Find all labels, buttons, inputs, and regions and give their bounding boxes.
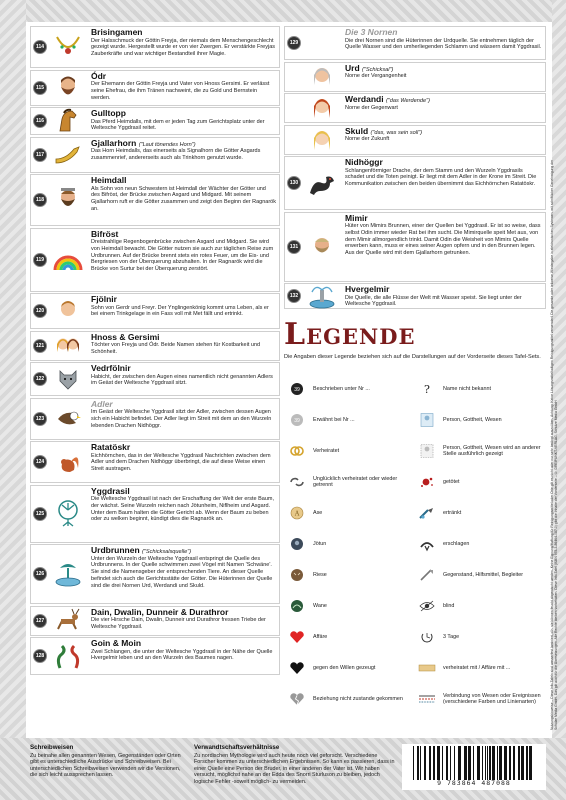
- entry-number-badge: 114: [33, 40, 47, 54]
- legend-title: Legende: [284, 317, 416, 352]
- entry-description: Norne der Gegenwart: [345, 104, 398, 111]
- entry-title: [345, 95, 542, 105]
- entry-number-badge: 119: [33, 253, 47, 267]
- entry-card: [30, 637, 280, 675]
- entry-description: Die vier Hirsche Dain, Dwalin, Dunneir und Durathror fressen Triebe der Weltesche Yggdrasil.: [91, 617, 266, 630]
- blood-splatter-icon: [418, 475, 436, 489]
- entry-title-text: Gjallarhorn: [91, 137, 137, 148]
- entries-right-column: [284, 26, 546, 311]
- entry-title: [91, 364, 276, 374]
- legend-label: Beschrieben unter Nr ...: [313, 385, 370, 392]
- kinship-note: [194, 744, 396, 786]
- entry-card: [30, 137, 280, 173]
- entry-card: [30, 228, 280, 292]
- entry-number-badge: 121: [33, 339, 47, 353]
- eye-icon: [418, 599, 436, 613]
- mimir-icon: [305, 232, 339, 262]
- svg-text:39: 39: [294, 387, 300, 393]
- three-days-icon: [418, 630, 436, 644]
- legend-item: [418, 537, 544, 551]
- entry-title: [91, 487, 276, 497]
- entry-title-text: Mimir: [345, 212, 368, 223]
- heart-icon: [288, 630, 306, 644]
- legend-item: [418, 413, 544, 427]
- entry-number-badge: 128: [33, 649, 47, 663]
- entry-number-badge: 117: [33, 148, 47, 162]
- legend-item: [418, 444, 544, 458]
- entry-title-text: Gulltopp: [91, 108, 126, 118]
- legend-label: Unglücklich verheiratet oder wieder getrennt: [313, 475, 398, 488]
- legend-item: [418, 692, 544, 706]
- entry-description: Als Sohn von neun Schwestern ist Heimdall der Wächter der Götter und des Bifröst, der Brücke zwischen Asgard und Midgard. Mit seinem Gjallarhorn ruft er die Götter zusammen und zeigt den Beginn der Ragnarök an.: [91, 185, 276, 212]
- entry-title-text: Ratatöskr: [91, 442, 131, 452]
- bearded-god-icon: [51, 185, 85, 215]
- entry-card: [30, 293, 280, 329]
- entry-number-badge: 115: [33, 81, 47, 95]
- entry-card: [30, 485, 280, 543]
- entry-card: [30, 107, 280, 135]
- legend-item: [418, 506, 544, 520]
- entry-card: [284, 156, 546, 210]
- two-women-icon: [51, 331, 85, 361]
- old-woman-icon: [305, 62, 339, 92]
- number-badge-grey-icon: [288, 413, 306, 427]
- entry-description: Sohn von Gerdr und Freyr. Der Ynglingenkönig kommt ums Leben, als er bei einem Trinkgelage in ein Fass voll mit Met fällt und ertrinkt.: [91, 304, 269, 318]
- legend-item: [288, 413, 414, 427]
- eagle-icon: [51, 404, 85, 434]
- entry-card: [30, 441, 280, 483]
- entry-title-text: Brisingamen: [91, 27, 143, 37]
- spelling-title: Schreibweisen: [30, 744, 74, 751]
- legend-label: erschlagen: [443, 540, 470, 547]
- entry-number-badge: 126: [33, 567, 47, 581]
- entry-title-text: Yggdrasil: [91, 485, 130, 496]
- legend-label: gegen den Willen gezeugt: [313, 664, 376, 671]
- entry-description: Hüter von Mimirs Brunnen, einer der Quellen bei Yggdrasil. Er ist so weise, dass selbst Odin immer wieder Rat bei ihm sucht. Die Mimirquelle speit Met aus, von dem Mimir allmorgendlich trinkt. Damit Odin die Weisheit von Mimirs Quelle erwerben kann, muss er eines seiner Augen opfern und in den Brunnen legen. Aus der Quelle wird mit dem Gjallarhorn getrunken.: [345, 223, 541, 257]
- black-heart-icon: [288, 661, 306, 675]
- deer-icon: [51, 606, 85, 636]
- entry-title-text: Heimdall: [91, 175, 127, 185]
- fountain-tree-icon: [51, 559, 85, 589]
- legend-item: [288, 475, 414, 489]
- legend-item: [418, 382, 544, 396]
- entry-subtitle: ("das Werdende"): [385, 98, 430, 104]
- entry-title: [345, 127, 542, 137]
- man-face-icon: [51, 296, 85, 326]
- entry-number-badge: 130: [287, 176, 301, 190]
- legend-label: Name nicht bekannt: [443, 385, 491, 392]
- entry-title-text: Dain, Dwalin, Dunneir & Durathror: [91, 606, 229, 617]
- legend-item: [418, 475, 544, 489]
- entry-title: [91, 139, 276, 149]
- entry-title: [91, 443, 276, 453]
- entry-number-badge: 122: [33, 372, 47, 386]
- entry-card: [30, 606, 280, 636]
- entry-card: [30, 398, 280, 440]
- legend-item: [288, 568, 414, 582]
- entry-description: Zwei Schlangen, die unter der Weltesche Yggdrasil in der Nähe der Quelle Hvergelmir leben und an den Wurzeln des Baumes nagen.: [91, 648, 273, 662]
- giant-icon: [288, 568, 306, 582]
- entry-description: Der Ehemann der Göttin Freyja und Vater von Hnoss Gersimi. Er verlässt seine Ehefrau, die ihm Tränen nachweint, die zu Gold und Bernstein werden.: [91, 81, 270, 101]
- entry-number-badge: 120: [33, 304, 47, 318]
- barcode-icon: [409, 746, 539, 780]
- legend-item: [288, 661, 414, 675]
- entry-description: Eichhörnchen, das in der Weltesche Yggdrasil Nachrichten zwischen dem Adler und dem Drachen Nidhöggr überbringt, die auf diese Weise einen Streit austragen.: [91, 452, 271, 473]
- svg-text:?: ?: [424, 383, 430, 396]
- ornament-border-left: [0, 0, 26, 800]
- legend-label: Riese: [313, 571, 327, 578]
- entry-card: [284, 283, 546, 309]
- entry-subtitle: ("das, was sein soll"): [370, 129, 423, 136]
- tree-icon: [51, 499, 85, 529]
- legend-label: Ase: [313, 509, 323, 516]
- legend-label: Jötun: [313, 540, 327, 547]
- entry-title-text: Fjölnir: [91, 294, 117, 304]
- legend-item: [418, 599, 544, 613]
- entry-description: Das Pferd Heimdalls, mit dem er jeden Tag zum Gerichtsplatz unter der Weltesche Yggdrasil reitet.: [91, 118, 265, 132]
- entry-title: [345, 158, 542, 168]
- isbn-number: 9 783864 487088: [437, 779, 511, 788]
- entry-description: Das Horn Heimdalls, das einerseits als Signalhorn die Götter Asgards zusammenrief, andererseits auch als Trinkhorn genutzt wurde.: [91, 148, 261, 161]
- usage-notice: Nutzungshinweise – Diese Info-Tafeln sind wasserfest laminiert, d.h. sie können feucht abgewischt werden. Keine Eignung/Haftung für Reinigungsmittel oder Orte gilt es nicht oder nur sehr bedingt auszuüben. Achtung: Keine Lösungsmittelhaltigen Reinigungsmittel verwenden! Die gesamte oder teilweise Wiedergabe in elektronischen Systemen, mit schriftlicher Genehmigung der Schulze Media GmbH. Das gilt auch für die Übersetzungen. Alle Rechte bleiben vorbehalten. Diese Info-Tafel (ISBN 978-3-86464-087-0) gibt die Inhalte der Vorderseite – © DREIPUNKT-VERLAG, Schulze Media GmbH: [550, 159, 558, 730]
- drowned-icon: [418, 506, 436, 520]
- entry-title: [345, 285, 542, 295]
- legend-label: 3 Tage: [443, 633, 460, 640]
- entry-number-badge: 116: [33, 114, 47, 128]
- entry-card: [30, 174, 280, 226]
- legend-label: Erwähnt bei Nr ...: [313, 416, 355, 423]
- entry-title: [91, 333, 276, 343]
- entry-title: [345, 214, 542, 224]
- entry-title-text: Hvergelmir: [345, 284, 390, 294]
- isbn-barcode: [402, 744, 546, 790]
- affair-bar-icon: [418, 661, 436, 675]
- wane-icon: [288, 599, 306, 613]
- entry-description: Die Quelle, die alle Flüsse der Welt mit Wasser speist. Sie liegt unter der Weltesche Yggdrasil.: [345, 294, 522, 308]
- entry-title: [91, 639, 276, 649]
- broken-rings-icon: [288, 475, 306, 489]
- entry-card: [284, 93, 546, 123]
- entry-description: Schlangenförmiger Drache, der dem Stamm und den Wurzeln Yggdrasils schadet und die Toten peinigt. Er liegt mit dem Adler in der Krone im Streit. Die Kommunikation zwischen den beiden übernimmt das Eichhörnchen Ratatöskr.: [345, 167, 537, 188]
- entry-number-badge: 132: [287, 289, 301, 303]
- legend-label: Gegenstand, Hilfsmittel, Begleiter: [443, 571, 523, 578]
- entry-title-text: Die 3 Nornen: [345, 27, 398, 37]
- legend-label: getötet: [443, 478, 460, 485]
- person-card-dashed-icon: [418, 444, 436, 458]
- entry-subtitle: ("Schicksalsquelle"): [142, 549, 192, 555]
- legend-intro: Die Angaben dieser Legende beziehen sich auf die Darstellungen auf der Vorderseite dieses Tafel-Sets.: [284, 354, 541, 360]
- entry-card: [284, 212, 546, 282]
- entry-subtitle: ("Schicksal"): [362, 66, 394, 73]
- spelling-note: [30, 744, 188, 779]
- entry-description: Im Geäst der Weltesche Yggdrasil sitzt der Adler, zwischen dessen Augen sich ein Habicht befindet. Der Adler liegt im Streit mit dem an den Wurzeln lebenden Drachen Nidhöggr.: [91, 409, 272, 429]
- legend-item: [288, 382, 414, 396]
- entry-description: Die Weltesche Yggdrasil ist nach der Erschaffung der Welt der erste Baum, der wächst. Seine Wurzeln reichen nach Jötunheim, Niflheim und Asgard. Unter dem Baum halten die Götter Gericht ab. Wenn der Baum zu beben oder zu welken beginnt, kündigt dies die Ragnarök an.: [91, 496, 275, 523]
- entry-title-text: Adler: [91, 398, 113, 409]
- wolf-head-icon: [51, 364, 85, 394]
- entry-title-text: Werdandi: [345, 94, 384, 104]
- legend-label: Verheiratet: [313, 447, 340, 454]
- entry-description: Norne der Vergangenheit: [345, 73, 407, 80]
- necklace-icon: [51, 32, 85, 62]
- jotun-icon: [288, 537, 306, 551]
- broken-heart-icon: [288, 692, 306, 706]
- red-hair-woman-icon: [305, 93, 339, 123]
- entry-card: [30, 544, 280, 604]
- ornament-border-top: [0, 0, 566, 22]
- legend-label: Affäre: [313, 633, 328, 640]
- legend-item: [418, 661, 544, 675]
- entry-card: [30, 26, 280, 68]
- entry-title-text: Ódr: [91, 70, 107, 81]
- entry-title: [91, 400, 276, 410]
- squirrel-icon: [51, 447, 85, 477]
- object-icon: [418, 568, 436, 582]
- legend-item: [288, 506, 414, 520]
- strangled-icon: [418, 537, 436, 551]
- entry-title-text: Urdbrunnen: [91, 545, 140, 555]
- entry-title: [91, 608, 276, 618]
- fountain-icon: [305, 281, 339, 311]
- entries-left-column: [30, 26, 280, 677]
- wedding-rings-icon: [288, 444, 306, 458]
- legend-label: Wane: [313, 602, 327, 609]
- legend-label: blind: [443, 602, 455, 609]
- entry-description: Habicht, der zwischen den Augen eines namentlich nicht genannten Adlers im Geäst der Weltesche Yggdrasil sitzt.: [91, 373, 273, 387]
- bearded-man-icon: [51, 73, 85, 103]
- spelling-text: Zu beinahe allen genannten Wesen, Gegenständen oder Orten gibt es unterschiedliche Ausdrücke und Schreibweisen. Bei unterschiedlichen Schreibweisen verwenden wir die Versionen, die sich leicht aussprechen lassen.: [30, 752, 181, 779]
- entry-title: [345, 28, 542, 38]
- legend-label: verheiratet mit / Affäre mit ...: [443, 664, 511, 671]
- question-mark-icon: [418, 382, 436, 396]
- entry-description: Der Halsschmuck der Göttin Freyja, der niemals dem Menschengeschlecht gezeigt wurde. Hergestellt wurde er von vier Zwergen. Er verstärkte Freyjas Zauberkräfte und war wichtiger Bestandteil ihrer Magie.: [91, 37, 276, 58]
- entry-card: [284, 62, 546, 92]
- blonde-woman-icon: [305, 125, 339, 155]
- legend-label: Person, Gottheit, Wesen: [443, 416, 502, 423]
- number-badge-icon: [288, 382, 306, 396]
- entry-number-badge: 131: [287, 240, 301, 254]
- svg-text:39: 39: [294, 418, 300, 424]
- legend-item: [288, 692, 414, 706]
- entry-number-badge: 123: [33, 412, 47, 426]
- entry-card: [284, 125, 546, 155]
- legend-item: [288, 630, 414, 644]
- legend-item: [288, 444, 414, 458]
- ase-badge-icon: [288, 506, 306, 520]
- legend-label: ertränkt: [443, 509, 462, 516]
- legend-item: [418, 630, 544, 644]
- entry-number-badge: 118: [33, 193, 47, 207]
- horn-icon: [51, 140, 85, 170]
- entry-card: [284, 26, 546, 60]
- entry-number-badge: 124: [33, 455, 47, 469]
- lines-icon: [418, 692, 436, 706]
- legend-section: [284, 317, 546, 736]
- entry-title: [91, 28, 276, 38]
- rainbow-icon: [51, 245, 85, 275]
- entry-title-text: Nidhöggr: [345, 157, 383, 167]
- entry-title: [91, 176, 276, 186]
- entry-number-badge: 125: [33, 507, 47, 521]
- entry-description: Die drei Nornen sind die Hüterinnen der Urdquelle. Sie entnehmen täglich der Quelle Wasser und den umherliegenden Schlamm und wässern damit Yggdrasil.: [345, 37, 542, 51]
- entry-description: Norne der Zukunft: [345, 136, 390, 143]
- entry-card: [30, 331, 280, 361]
- legend-item: [288, 599, 414, 613]
- entry-title-text: Bifröst: [91, 228, 119, 239]
- entry-title-text: Hnoss & Gersimi: [91, 331, 160, 342]
- entry-number-badge: 127: [33, 614, 47, 628]
- entry-title: [91, 295, 276, 305]
- snakes-icon: [51, 641, 85, 671]
- entry-title: [345, 64, 542, 74]
- entry-title: [91, 546, 276, 556]
- entry-number-badge: 129: [287, 36, 301, 50]
- legend-label: Person, Gottheit, Wesen wird an anderer Stelle ausführlich gezeigt: [443, 444, 541, 457]
- entry-title: [91, 72, 276, 82]
- entry-title: [91, 109, 276, 119]
- entry-subtitle: ("Laut tönendes Horn"): [138, 141, 196, 148]
- kinship-text: Zu nordischen Mythologie wird auch heute noch viel geforscht. Verschiedene Forscher kommen zu unterschiedlichen Ergebnissen. So kann es passieren, dass in einer Quelle eine Person der Bruder, in einer anderen der Vater ist. Wir haben versucht, möglichst nahe an der Edda des Snorri Sturluson zu bleiben, jedoch logische Fehler -soweit möglich- zu vermeiden.: [194, 752, 395, 785]
- horse-icon: [51, 106, 85, 136]
- entry-title: [91, 230, 276, 240]
- entry-title-text: Urd: [345, 62, 360, 73]
- entry-description: Töchter von Freyja und Ódr. Beide Namen stehen für Kostbarkeit und Schönheit.: [91, 342, 261, 355]
- entry-description: Unter den Wurzeln der Weltesche Yggdrasil entspringt die Quelle des Urdbrunnens. In der Quelle schwimmen zwei Vögel mit Namen 'Schwäne'. Sie sind die Namensgeber der entsprechenden Tiere. An dieser Quelle befindet sich auch die Gerichtsstätte der Götter. Die Hüterinnen der Quelle sind die drei Nornen Urd, Werdandi und Skuld.: [91, 555, 273, 589]
- entry-description: Dreistrahlige Regenbogenbrücke zwischen Asgard und Midgard. Sie wird von Heimdall bewacht. Die Götter nutzen sie auch zur täglichen Reise zum Urdbrunnen. Auf der Brücke brennt stets ein rotes Feuer, um die Eis- und Bergriesen von der Überquerung abzuhalten. In der Ragnarök wird die Brücke von Surtur bei der Überquerung zerstört.: [91, 239, 274, 273]
- legend-item: [288, 537, 414, 551]
- person-card-icon: [418, 413, 436, 427]
- entry-title-text: Vedrfölnir: [91, 363, 131, 373]
- entry-title-text: Skuld: [345, 125, 369, 136]
- dragon-icon: [305, 168, 339, 198]
- svg-text:A: A: [294, 510, 300, 518]
- entry-card: [30, 70, 280, 106]
- kinship-title: Verwandtschaftsverhältnisse: [194, 744, 280, 751]
- entry-card: [30, 362, 280, 396]
- legend-label: Beziehung nicht zustande gekommen: [313, 695, 403, 702]
- entry-title-text: Goin & Moin: [91, 638, 142, 648]
- legend-label: Verbindung von Wesen oder Ereignissen (verschiedene Farben und Linienarten): [443, 692, 541, 705]
- legend-item: [418, 568, 544, 582]
